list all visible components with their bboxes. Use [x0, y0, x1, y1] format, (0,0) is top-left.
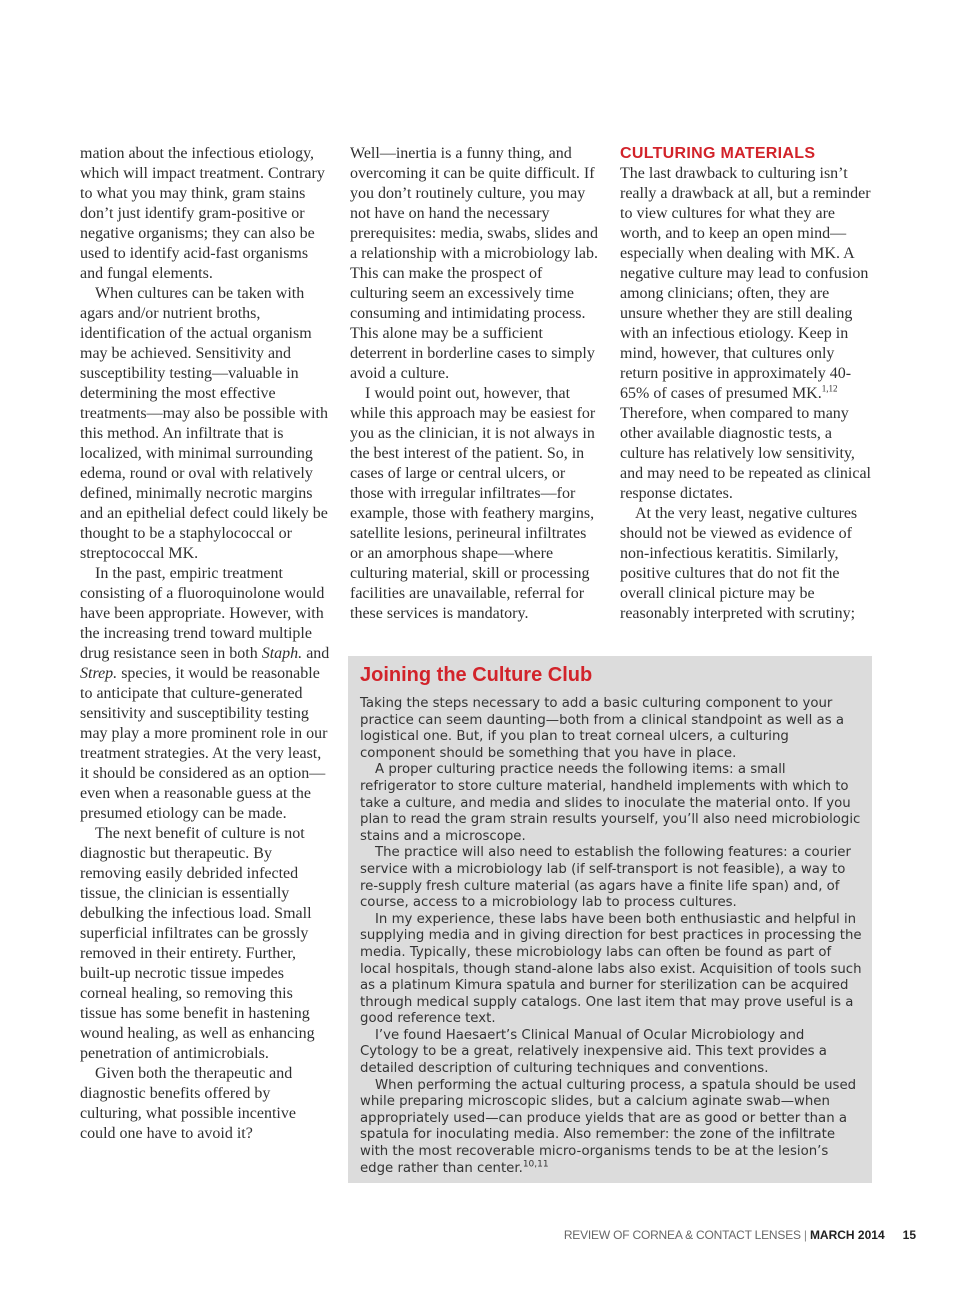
section-heading: CULTURING MATERIALS [620, 145, 816, 162]
organism-name: Staph. [261, 645, 303, 662]
sidebar-box [348, 656, 872, 1183]
sidebar-paragraph: A proper culturing practice needs the following items: a small refrigerator to store culture material, handheld implements with which to take a culture, and media and slides to inoculate the material onto. If you plan to read the gram strain results yourself, you’ll also need microbiologic stains and a microscope. [360, 762, 861, 844]
issue-date: MARCH 2014 [809, 1228, 885, 1242]
page-number: 15 [902, 1228, 916, 1242]
body-paragraph [620, 164, 872, 504]
reference-superscript: 10,11 [522, 1159, 549, 1170]
body-paragraph: mation about the infectious etiology, which will impact treatment. Contrary to what you may think, gram stains don’t just identify gram-positive or negative organisms; they can also be used to identify acid-fast organisms and fungal elements. [80, 145, 325, 282]
sidebar-text: When performing the actual culturing process, a spatula should be used while preparing microscopic slides, but a calcium aginate swab—when appropriately used—can produce yields that are as good or better than a spatula for inoculating media. Also remember: the zone of the infiltrate with the most recoverable micro-organisms tends to be at the lesion’s edge rather than center. [360, 1077, 857, 1176]
body-paragraph: When cultures can be taken with agars and/or nutrient broths, identification of the actual organism may be achieved. Sensitivity and susceptibility testing—valuable in determining the most effective treatments—may also be possible with this method. An infiltrate that is localized, with minimal surrounding edema, round or oval with relatively defined, minimally necrotic margins and an epithelial defect could likely be thought to be a staphylococcal or streptococcal MK. [80, 285, 328, 562]
body-paragraph [80, 564, 330, 824]
body-paragraph: At the very least, negative cultures should not be viewed as evidence of non-infectious keratitis. Similarly, positive cultures that do not fit the overall clinical picture may be reasonably interpreted with scrutiny; [620, 505, 858, 622]
article-column-middle [350, 144, 602, 624]
sidebar-paragraph [360, 1078, 862, 1178]
reference-superscript: 1,12 [821, 383, 838, 394]
body-paragraph: Well—inertia is a funny thing, and overcoming it can be quite difficult. If you don’t routinely culture, you may not have on hand the necessary prerequisites: media, swabs, slides and a relationship with a microbiology lab. This can make the prospect of culturing seem an excessively time consuming and intimidating process. This alone may be a sufficient deterrent in borderline cases to simply avoid a culture. [350, 145, 598, 382]
sidebar-paragraph: The practice will also need to establish the following features: a courier service with a microbiology lab (if self-transport is not feasible), a way to re-supply fresh culture material (as agars have a finite life span) and, of course, access to a microbiology lab to process cultures. [360, 845, 851, 911]
footer-separator: | [803, 1228, 807, 1242]
body-paragraph: I would point out, however, that while this approach may be easiest for you as the clinician, it is not always in the best interest of the patient. So, in cases of large or central ulcers, or those with irregular infiltrates—for example, those with feathery margins, satellite lesions, perineural infiltrates or an amorphous shape—where culturing material, skill or processing facilities are unavailable, referral for these services is mandatory. [350, 385, 596, 622]
sidebar-body [360, 696, 862, 1177]
journal-name: REVIEW OF CORNEA & CONTACT LENSES [563, 1228, 801, 1242]
body-text: Therefore, when compared to many other available diagnostic tests, a culture has relatively low sensitivity, and may need to be repeated as clinical response dictates. [620, 405, 871, 502]
body-text: and [302, 645, 330, 662]
body-paragraph: The next benefit of culture is not diagnostic but therapeutic. By removing easily debrided infected tissue, the clinician is essentially debulking the infectious load. Small superficial infiltrates can be grossly removed in their entirety. Further, built-up necrotic tissue impedes corneal healing, so removing this tissue has some benefit in hastening wound healing, as well as enhancing penetration of antimicrobials. [80, 825, 315, 1062]
sidebar-paragraph: In my experience, these labs have been both enthusiastic and helpful in supplying media and in giving direction for best practices in processing the media. Typically, these microbiology labs can often be found as part of local hospitals, though stand-alone labs also exist. Acquisition of tools such as a platinum Kimura spatula and burner for sterilization can be acquired through medical supply catalogs. One last item that may prove useful is a good reference text. [360, 911, 862, 1027]
sidebar-paragraph: Taking the steps necessary to add a basic culturing component to your practice can seem daunting—both from a clinical standpoint as well as a logistical one. But, if you plan to treat corneal ulcers, a culturing component should be something that you have in place. [360, 696, 844, 761]
organism-name: Strep. [80, 665, 118, 682]
body-paragraph: Given both the therapeutic and diagnostic benefits offered by culturing, what possible incentive could one have to avoid it? [80, 1065, 296, 1142]
article-column-right [620, 144, 872, 624]
sidebar-title: Joining the Culture Club [360, 664, 593, 686]
sidebar-paragraph: I’ve found Haesaert’s Clinical Manual of Ocular Microbiology and Cytology to be a great, relatively inexpensive aid. This text provides a detailed description of culturing techniques and conventions. [360, 1027, 827, 1077]
article-column-left [80, 144, 330, 1144]
page-footer [564, 1228, 916, 1242]
body-text: In the past, empiric treatment consisting of a fluoroquinolone would have been appropriate. However, with the increasing trend toward multiple drug resistance seen in both [80, 565, 325, 662]
body-text: species, it would be reasonable to anticipate that culture-generated sensitivity and susceptibility testing may play a more prominent role in our treatment strategies. At the very least, it should be considered as an option—even when a reasonable guess at the presumed etiology can be made. [80, 665, 328, 822]
body-text: The last drawback to culturing isn’t really a drawback at all, but a reminder to view cultures for what they are worth, and to keep an open mind—especially when dealing with MK. A negative culture may lead to confusion among clinicians; often, they are unsure whether they are still dealing with an infectious etiology. Keep in mind, however, that cultures only return positive in approximately 40-65% of cases of presumed MK. [620, 165, 871, 402]
